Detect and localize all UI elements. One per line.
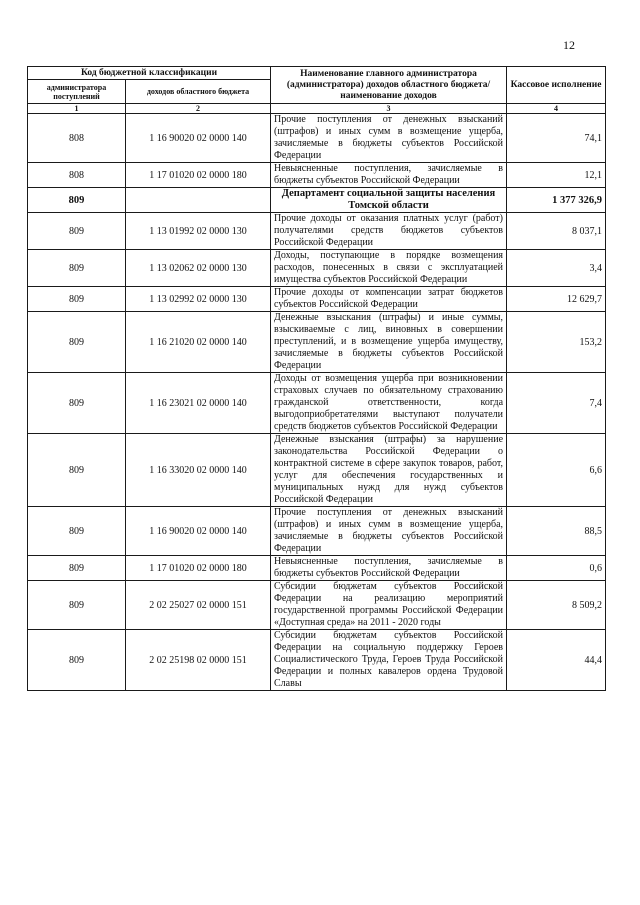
name-column-header: Наименование главного администратора (администратора) доходов областного бюджета/ наименование доходов	[271, 67, 507, 104]
amount-cell: 6,6	[507, 434, 606, 507]
income-code-cell: 1 13 01992 02 0000 130	[126, 213, 271, 250]
admin-code-cell: 809	[28, 312, 126, 373]
amount-cell: 7,4	[507, 373, 606, 434]
income-code-cell: 1 16 90020 02 0000 140	[126, 507, 271, 556]
income-name-cell: Доходы, поступающие в порядке возмещения расходов, понесенных в связи с эксплуатацией имущества субъектов Российской Федерации	[271, 250, 507, 287]
income-code-cell: 1 13 02062 02 0000 130	[126, 250, 271, 287]
income-name-cell: Субсидии бюджетам субъектов Российской Федерации на реализацию мероприятий государственной программы Российской Федерации «Доступная среда» на 2011 - 2020 годы	[271, 581, 507, 630]
amount-cell: 12,1	[507, 163, 606, 188]
income-code-cell	[126, 188, 271, 213]
code-group-header: Код бюджетной классификации	[28, 67, 271, 80]
admin-code-cell: 808	[28, 114, 126, 163]
table-row	[28, 630, 606, 691]
amount-cell: 153,2	[507, 312, 606, 373]
income-code-cell: 1 17 01020 02 0000 180	[126, 163, 271, 188]
income-code-cell: 1 16 21020 02 0000 140	[126, 312, 271, 373]
income-code-cell: 2 02 25198 02 0000 151	[126, 630, 271, 691]
admin-code-cell: 809	[28, 556, 126, 581]
table-row	[28, 556, 606, 581]
admin-code-cell: 809	[28, 250, 126, 287]
admin-code-cell: 809	[28, 373, 126, 434]
admin-code-cell: 809	[28, 213, 126, 250]
admin-code-cell: 809	[28, 287, 126, 312]
income-name-cell: Прочие доходы от компенсации затрат бюджетов субъектов Российской Федерации	[271, 287, 507, 312]
table-header	[28, 67, 606, 114]
income-name-cell: Невыясненные поступления, зачисляемые в бюджеты субъектов Российской Федерации	[271, 556, 507, 581]
income-code-cell: 1 16 33020 02 0000 140	[126, 434, 271, 507]
table-row	[28, 507, 606, 556]
table-row	[28, 373, 606, 434]
table-row	[28, 213, 606, 250]
amount-column-header: Кассовое исполнение	[507, 67, 606, 104]
amount-cell: 8 509,2	[507, 581, 606, 630]
income-name-cell: Департамент социальной защиты населения Томской области	[271, 188, 507, 213]
page-number: 12	[563, 38, 575, 52]
amount-cell: 12 629,7	[507, 287, 606, 312]
amount-cell: 1 377 326,9	[507, 188, 606, 213]
column-number: 2	[126, 104, 271, 114]
admin-code-cell: 809	[28, 581, 126, 630]
table-body	[28, 114, 606, 691]
table-row	[28, 312, 606, 373]
budget-revenue-table	[27, 66, 606, 691]
income-name-cell: Невыясненные поступления, зачисляемые в бюджеты субъектов Российской Федерации	[271, 163, 507, 188]
income-name-cell: Доходы от возмещения ущерба при возникновении страховых случаев по обязательному страхованию гражданской ответственности, когда выгодоприобретателями выступают получатели средств бюджетов субъектов Российской Федерации	[271, 373, 507, 434]
income-name-cell: Прочие доходы от оказания платных услуг (работ) получателями средств бюджетов субъектов Российской Федерации	[271, 213, 507, 250]
income-code-cell: 1 16 23021 02 0000 140	[126, 373, 271, 434]
amount-cell: 8 037,1	[507, 213, 606, 250]
table-row	[28, 114, 606, 163]
table-row	[28, 434, 606, 507]
table-row	[28, 581, 606, 630]
income-name-cell: Денежные взыскания (штрафы) за нарушение законодательства Российской Федерации о контрактной системе в сфере закупок товаров, работ, услуг для обеспечения государственных и муниципальных нужд для нужд субъектов Российской Федерации	[271, 434, 507, 507]
table-row	[28, 250, 606, 287]
income-code-cell: 1 17 01020 02 0000 180	[126, 556, 271, 581]
income-name-cell: Прочие поступления от денежных взысканий (штрафов) и иных сумм в возмещение ущерба, зачисляемые в бюджеты субъектов Российской Федерации	[271, 507, 507, 556]
income-name-cell: Денежные взыскания (штрафы) и иные суммы, взыскиваемые с лиц, виновных в совершении преступлений, и в возмещение ущерба имуществу, зачисляемые в бюджеты субъектов Российской Федерации	[271, 312, 507, 373]
department-row	[28, 188, 606, 213]
amount-cell: 88,5	[507, 507, 606, 556]
admin-code-cell: 809	[28, 630, 126, 691]
column-number: 4	[507, 104, 606, 114]
income-code-cell: 1 16 90020 02 0000 140	[126, 114, 271, 163]
admin-code-cell: 809	[28, 188, 126, 213]
income-name-cell: Прочие поступления от денежных взысканий (штрафов) и иных сумм в возмещение ущерба, зачисляемые в бюджеты субъектов Российской Федерации	[271, 114, 507, 163]
admin-code-cell: 809	[28, 434, 126, 507]
table-row	[28, 287, 606, 312]
income-name-cell: Субсидии бюджетам субъектов Российской Федерации на социальную поддержку Героев Социалистического Труда, Героев Труда Российской Федерации и полных кавалеров ордена Трудовой Славы	[271, 630, 507, 691]
admin-code-cell: 808	[28, 163, 126, 188]
amount-cell: 0,6	[507, 556, 606, 581]
amount-cell: 74,1	[507, 114, 606, 163]
income-code-cell: 1 13 02992 02 0000 130	[126, 287, 271, 312]
admin-code-cell: 809	[28, 507, 126, 556]
admin-column-header: администратора поступлений	[28, 80, 126, 104]
table-row	[28, 163, 606, 188]
column-number: 3	[271, 104, 507, 114]
amount-cell: 3,4	[507, 250, 606, 287]
income-column-header: доходов областного бюджета	[126, 80, 271, 104]
column-number: 1	[28, 104, 126, 114]
income-code-cell: 2 02 25027 02 0000 151	[126, 581, 271, 630]
amount-cell: 44,4	[507, 630, 606, 691]
